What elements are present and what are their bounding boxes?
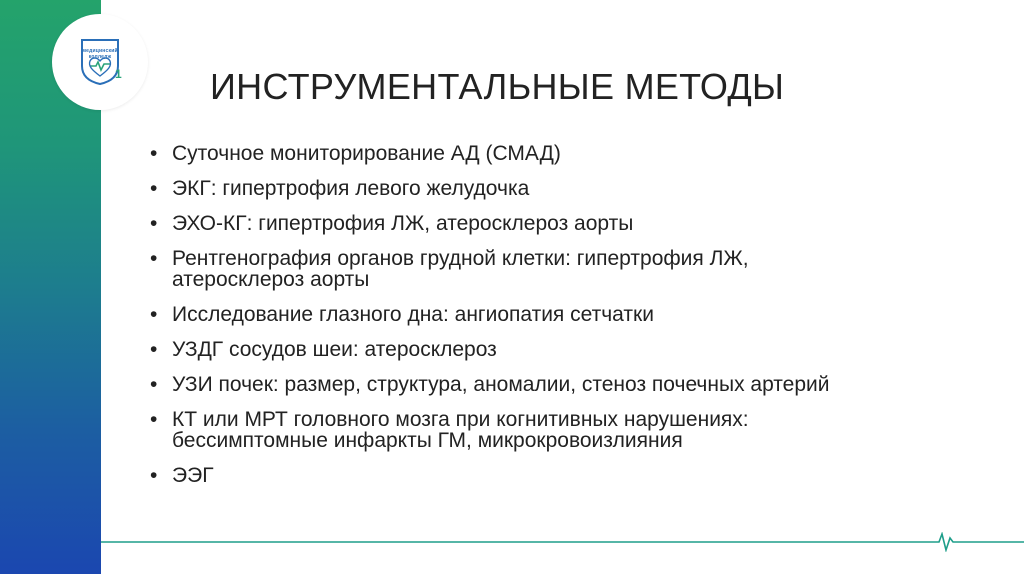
list-item xyxy=(150,409,1000,451)
slide-title: ИНСТРУМЕНТАЛЬНЫЕ МЕТОДЫ xyxy=(210,66,785,107)
bullet-dot: • xyxy=(150,338,158,361)
list-item xyxy=(150,304,1000,325)
logo-number: 1 xyxy=(115,67,122,81)
list-item-text: Суточное мониторирование АД (СМАД) xyxy=(172,142,561,165)
list-item-text-continued: атеросклероз аорты xyxy=(172,268,370,291)
list-item-text: УЗИ почек: размер, структура, аномалии, стеноз почечных артерий xyxy=(172,373,830,396)
list-item xyxy=(150,465,1000,486)
list-item-text: УЗДГ сосудов шеи: атеросклероз xyxy=(172,338,497,361)
bullet-list xyxy=(150,143,1000,500)
list-item xyxy=(150,339,1000,360)
list-item-text: ЭХО-КГ: гипертрофия ЛЖ, атеросклероз аорты xyxy=(172,212,634,235)
list-item-text-continued: бессимптомные инфаркты ГМ, микрокровоизлияния xyxy=(172,429,683,452)
bullet-dot: • xyxy=(150,212,158,235)
list-item xyxy=(150,248,1000,290)
bullet-dot: • xyxy=(150,303,158,326)
bullet-dot: • xyxy=(150,247,158,270)
list-item-text: Исследование глазного дна: ангиопатия сетчатки xyxy=(172,303,654,326)
list-item-text: КТ или МРТ головного мозга при когнитивных нарушениях: xyxy=(172,408,749,431)
bullet-dot: • xyxy=(150,142,158,165)
logo-text xyxy=(52,48,148,60)
list-item xyxy=(150,143,1000,164)
list-item xyxy=(150,213,1000,234)
list-item-text: ЭКГ: гипертрофия левого желудочка xyxy=(172,177,530,200)
heart-ecg-logo-icon xyxy=(74,36,126,88)
bullet-dot: • xyxy=(150,408,158,431)
bullet-dot: • xyxy=(150,177,158,200)
college-logo xyxy=(52,14,148,110)
logo-text-line1: медицинский xyxy=(82,48,118,54)
list-item-text: ЭЭГ xyxy=(172,464,214,487)
bullet-dot: • xyxy=(150,464,158,487)
list-item xyxy=(150,374,1000,395)
ecg-pulse-line-icon xyxy=(101,532,1024,552)
list-item xyxy=(150,178,1000,199)
logo-text-line2: колледж xyxy=(88,54,112,60)
list-item-text: Рентгенография органов грудной клетки: гипертрофия ЛЖ, xyxy=(172,247,749,270)
bullet-dot: • xyxy=(150,373,158,396)
